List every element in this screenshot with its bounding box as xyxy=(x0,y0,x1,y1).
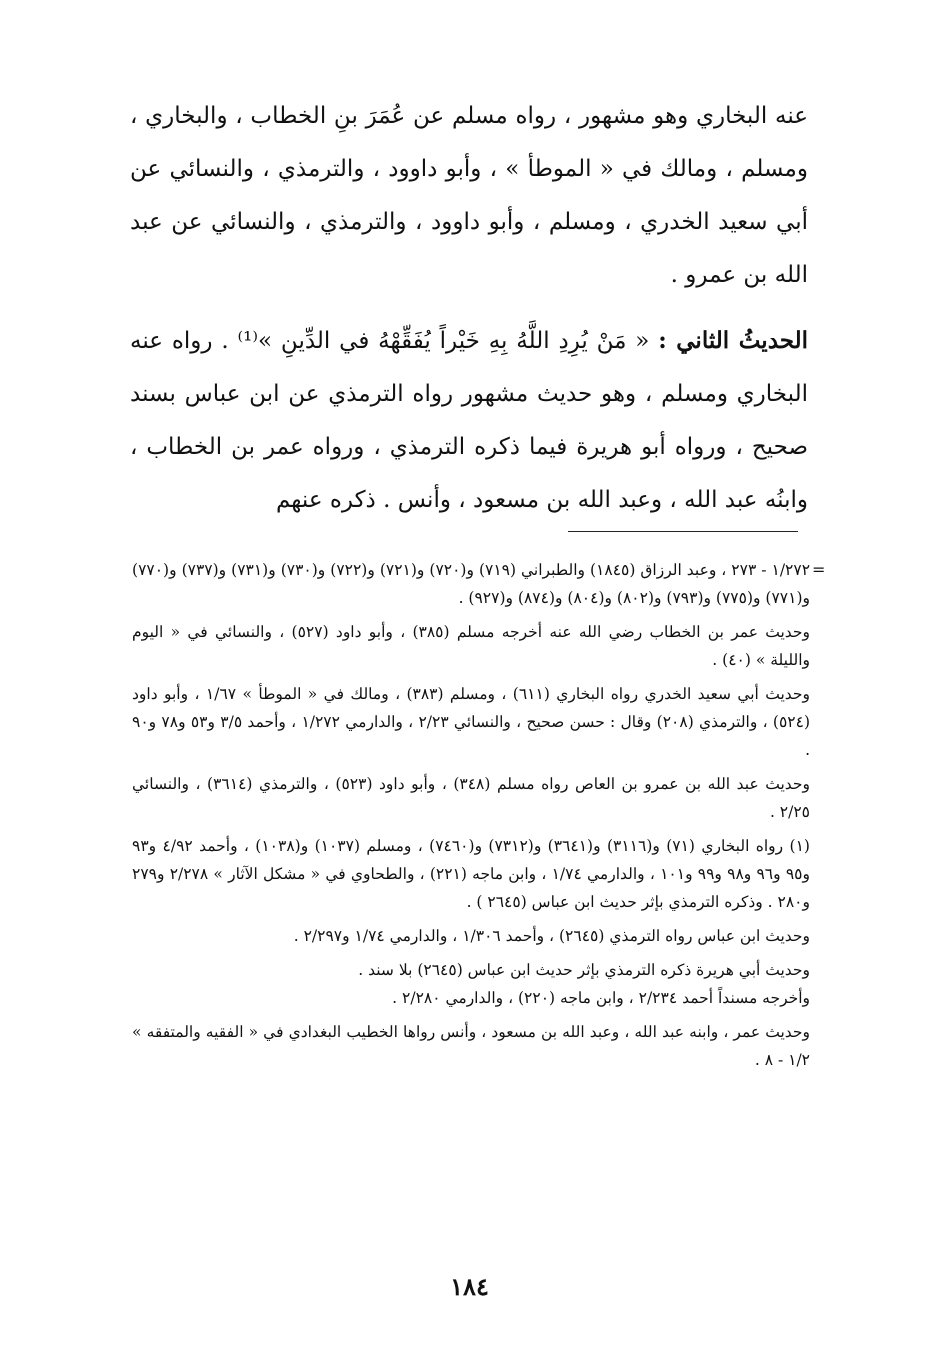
footnote-abu-hurayra: وحديث أبي هريرة ذكره الترمذي بإثر حديث ابن عباس (٢٦٤٥) بلا سند . xyxy=(358,961,810,979)
footnote-others: وحديث عمر ، وابنه عبد الله ، وعبد الله بن مسعود ، وأنس رواها الخطيب البغدادي في « الفقيه والمتفقه » ١/٢ - ٨ . xyxy=(132,1023,810,1069)
main-text xyxy=(130,90,808,527)
footnote-continued: ١/٢٧٢ - ٢٧٣ ، وعبد الرزاق (١٨٤٥) والطبراني (٧١٩) و(٧٢٠) و(٧٢١) و(٧٢٢) و(٧٣٠) و(٧٣١) و(٧٣٧) و(٧٧٠) و(٧٧١) و(٧٧٥) و(٧٩٣) و(٨٠٢) و(٨٠٤) و(٨٧٤) و(٩٢٧) . xyxy=(132,561,811,607)
main-paragraph-1: عنه البخاري وهو مشهور ، رواه مسلم عن عُمَرَ بنِ الخطاب ، والبخاري ، ومسلم ، ومالك في « الموطأ » ، وأبو داوود ، والترمذي ، والنسائي عن أبي سعيد الخدري ، ومسلم ، وأبو داوود ، والترمذي ، والنسائي عن عبد الله بن عمرو . xyxy=(130,103,808,288)
page-number: ١٨٤ xyxy=(450,1272,489,1301)
hadith-label: الحديثُ الثاني : xyxy=(658,327,809,354)
footnote-musnad: وأخرجه مسنداً أحمد ٢/٢٣٤ ، وابن ماجه (٢٢٠) ، والدارمي ٢/٢٨٠ . xyxy=(392,989,810,1007)
hadith-text: « مَنْ يُرِدِ اللَّهُ بِهِ خَيْراً يُفَقِّهْهُ في الدِّينِ »⁽¹⁾ . رواه عنه البخاري ومسلم ، وهو حديث مشهور رواه الترمذي عن ابن عباس بسند صحيح ، ورواه أبو هريرة فيما ذكره الترمذي ، ورواه عمر بن الخطاب ، وابنُه عبد الله ، وعبد الله بن مسعود ، وأنس . ذكره عنهم xyxy=(130,328,808,513)
footnote-abu-said: وحديث أبي سعيد الخدري رواه البخاري (٦١١) ، ومسلم (٣٨٣) ، ومالك في « الموطأ » ١/٦٧ ، وأبو داود (٥٢٤) ، والترمذي (٢٠٨) وقال : حسن صحيح ، والنسائي ٢/٢٣ ، والدارمي ١/٢٧٢ ، وأحمد ٣/٥ و٥٣ و٧٨ و٩٠ . xyxy=(132,685,810,759)
footnote-1: (١) رواه البخاري (٧١) و(٣١١٦) و(٣٦٤١) و(٧٣١٢) و(٧٤٦٠) ، ومسلم (١٠٣٧) و(١٠٣٨) ، وأحمد ٤/٩٢ و٩٣ و٩٥ و٩٦ و٩٨ و٩٩ و١٠١ ، والدارمي ١/٧٤ ، وابن ماجه (٢٢١) ، والطحاوي في « مشكل الآثار » ٢/٢٧٨ و٢٧٩ و٢٨٠ . وذكره الترمذي بإثر حديث ابن عباس (٢٦٤٥ ) . xyxy=(132,837,810,911)
footnote-umar: وحديث عمر بن الخطاب رضي الله عنه أخرجه مسلم (٣٨٥) ، وأبو داود (٥٢٧) ، والنسائي في « اليوم والليلة » (٤٠) . xyxy=(132,623,810,669)
continuation-mark: = xyxy=(812,560,826,579)
main-paragraph-2 xyxy=(130,314,808,527)
footnotes xyxy=(132,556,810,1080)
footnote-abdullah-amr: وحديث عبد الله بن عمرو بن العاص رواه مسلم (٣٤٨) ، وأبو داود (٥٢٣) ، والترمذي (٣٦١٤) ، والنسائي ٢/٢٥ . xyxy=(132,775,810,821)
footnote-separator xyxy=(568,531,798,532)
footnote-ibn-abbas: وحديث ابن عباس رواه الترمذي (٢٦٤٥) ، وأحمد ١/٣٠٦ ، والدارمي ١/٧٤ و٢/٢٩٧ . xyxy=(293,927,810,945)
